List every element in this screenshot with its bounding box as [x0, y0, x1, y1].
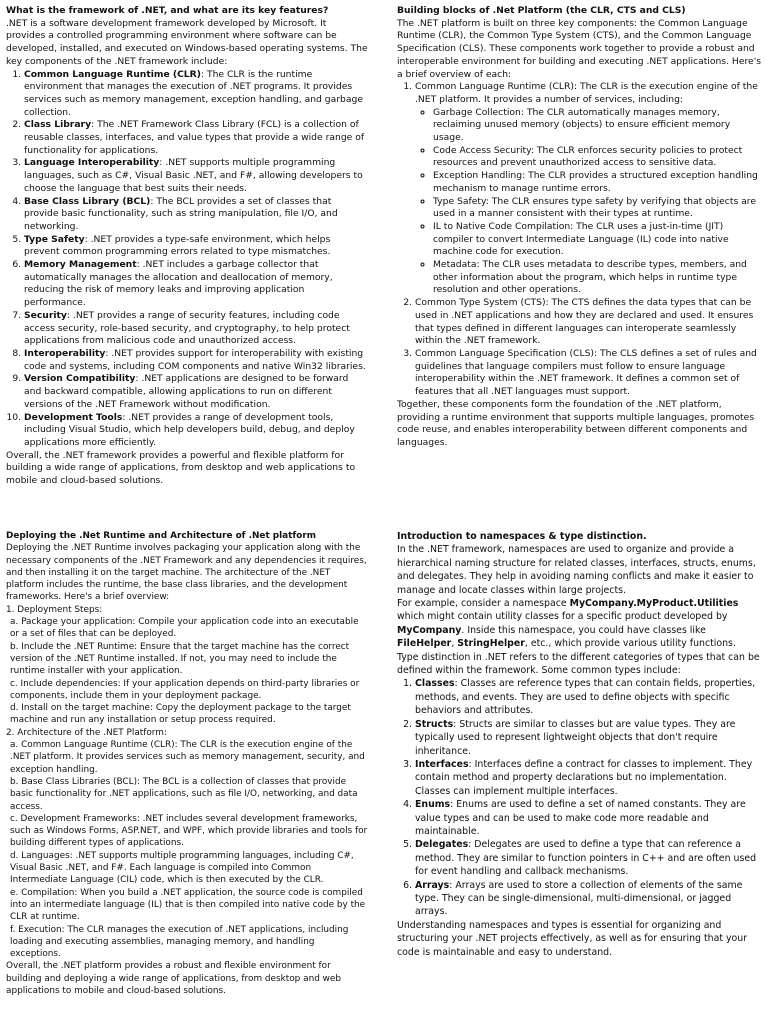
section-net-framework	[6, 5, 368, 488]
item-term: Type Safety	[24, 233, 85, 245]
list-item	[415, 879, 763, 919]
item-text: : Enums are used to define a set of named constants. They are value types and can be used to make code more readable and maintainable.	[415, 799, 746, 837]
item-text: Common Language Runtime (CLR): The CLR is the execution engine of the .NET platform. It provides a number of services, including:	[415, 81, 758, 105]
list-item: 2. Common Type System (CTS): The CTS defines the data types that can be used in .NET applications and how they are declared and used. It ensures that types defined in different languages can interoperate seamlessly within the .NET framework.	[415, 297, 763, 348]
example-text: . Inside this namespace, you could have classes like	[461, 624, 706, 636]
list-item	[24, 157, 368, 195]
company-name: MyCompany	[397, 624, 462, 636]
item-term: Class Library	[24, 119, 92, 131]
list-item: ◦ Exception Handling: The CLR provides a structured exception handling mechanism to manage runtime errors.	[433, 170, 763, 195]
subsection-title: 1. Deployment Steps:	[6, 604, 103, 615]
list-item	[415, 81, 763, 297]
arch-item: b. Base Class Libraries (BCL): The BCL is a collection of classes that provide basic functionality for .NET applications, such as file I/O, networking, and data access.	[10, 776, 358, 812]
item-text: : .NET supports multiple programming languages, such as C#, Visual Basic .NET, and F#, allowing developers to choose the language that best suits their needs.	[24, 157, 363, 194]
section-heading: Building blocks of .Net Platform (the CLR, CTS and CLS)	[397, 5, 686, 16]
component-list	[397, 81, 763, 399]
step-item: d. Install on the target machine: Copy the deployment package to the target machine and run any installation or setup process required.	[10, 703, 351, 726]
list-item: ◦ Metadata: The CLR uses metadata to describe types, members, and other information about the program, which helps in runtime type resolution and other operations.	[433, 259, 763, 297]
item-text: : .NET includes a garbage collector that automatically manages the allocation and deallocation of memory, reducing the risk of memory leaks and improving application performance.	[24, 259, 333, 309]
list-item	[24, 310, 368, 348]
item-term: Classes	[415, 678, 455, 690]
item-term: Interfaces	[415, 758, 469, 770]
item-term: Memory Management	[24, 259, 137, 271]
item-text: : .NET provides support for interoperability with existing code and systems, including COM components and native Win32 libraries.	[24, 347, 366, 372]
list-item: ◦ Garbage Collection: The CLR automatically manages memory, reclaiming unused memory (objects) to ensure efficient memory usage.	[433, 107, 763, 145]
namespace-name: MyCompany.MyProduct.Utilities	[569, 598, 739, 610]
section-intro: In the .NET framework, namespaces are used to organize and provide a hierarchical naming structure for related classes, interfaces, structs, enums, and delegates. They help in avoiding naming conflicts and make it easier to manage and locate classes within large projects.	[397, 544, 756, 596]
list-item	[24, 259, 368, 310]
item-term: Delegates	[415, 839, 469, 851]
list-item	[24, 348, 368, 373]
step-item: b. Include the .NET Runtime: Ensure that the target machine has the correct version of the .NET Runtime installed. If not, you may need to include the runtime installer with your application.	[10, 641, 350, 677]
item-text: : Structs are similar to classes but are value types. They are typically used to represent lightweight objects that don't require inheritance.	[415, 718, 736, 757]
item-text: : Arrays are used to store a collection of elements of the same type. They can be single-dimensional, multi-dimensional, or jagged arrays.	[415, 879, 743, 918]
arch-item: c. Development Frameworks: .NET includes several development frameworks, such as Windows Forms, ASP.NET, and WPF, which provide libraries and tools for building different types of applications.	[10, 813, 368, 849]
list-item	[415, 677, 763, 717]
list-item	[24, 196, 368, 234]
section-outro: Overall, the .NET platform provides a robust and flexible environment for building and deploying a wide range of applications, from desktop and web applications to mobile and cloud-based solutions.	[6, 961, 341, 996]
item-term: Enums	[415, 799, 451, 811]
section-intro: The .NET platform is built on three key components: the Common Language Runtime (CLR), the Common Type System (CTS), and the Common Language Specification (CLS). These components work together to provide a robust and interoperable environment for building and executing .NET applications. Here's a brief overview of each:	[397, 17, 762, 80]
list-item	[24, 373, 368, 411]
item-term: Base Class Library (BCL)	[24, 195, 151, 207]
list-item	[415, 758, 763, 798]
section-intro: .NET is a software development framework developed by Microsoft. It provides a controlled programming environment where software can be developed, installed, and executed on Windows-based operating systems. The key components of the .NET framework include:	[6, 17, 368, 67]
item-text: : The .NET Framework Class Library (FCL) is a collection of reusable classes, interfaces, and value types that provide a wide range of functionality for applications.	[24, 119, 365, 156]
list-item: ◦ IL to Native Code Compilation: The CLR uses a just-in-time (JIT) compiler to convert Intermediate Language (IL) code into native machine code for execution.	[433, 221, 763, 259]
section-namespaces	[397, 530, 763, 959]
item-text: : .NET provides a range of development tools, including Visual Studio, which help developers build, debug, and deploy applications more efficiently.	[24, 411, 355, 448]
item-term: Development Tools	[24, 411, 123, 423]
item-text: : .NET applications are designed to be forward and backward compatible, allowing applications to run on different versions of the .NET Framework without modification.	[24, 373, 349, 410]
feature-list	[6, 69, 368, 450]
types-intro: Type distinction in .NET refers to the different categories of types that can be defined within the framework. Some common types include:	[397, 651, 760, 677]
item-text: : Interfaces define a contract for classes to implement. They contain method and property declarations but no implementation. Classes can implement multiple interfaces.	[415, 758, 753, 797]
section-outro: Understanding namespaces and types is essential for organizing and structuring your .NET projects effectively, as well as for ensuring that your code is maintainable and easy to understand.	[397, 919, 748, 958]
list-item: 3. Common Language Specification (CLS): The CLS defines a set of rules and guidelines that language compilers must follow to ensure language interoperability within the .NET framework. It defines a common set of features that all .NET languages must support.	[415, 348, 763, 399]
item-term: Structs	[415, 718, 454, 730]
type-list	[397, 677, 763, 918]
example-text: ,	[451, 638, 458, 650]
section-intro: Deploying the .NET Runtime involves packaging your application along with the necessary components of the .NET Framework and any dependencies it requires, and then installing it on the target machine. The architecture of the .NET platform includes the runtime, the base class libraries, and the development frameworks. Here's a brief overview:	[6, 543, 367, 603]
list-item	[24, 234, 368, 259]
section-deploying-runtime	[6, 530, 368, 997]
list-item	[24, 119, 368, 157]
item-term: Version Compatibility	[24, 373, 136, 385]
class-name: StringHelper	[457, 638, 525, 650]
item-term: Arrays	[415, 879, 450, 891]
item-text: : The BCL provides a set of classes that provide basic functionality, such as string manipulation, file I/O, and networking.	[24, 195, 338, 232]
example-text: which might contain utility classes for a specific product developed by	[397, 611, 728, 623]
list-item	[415, 798, 763, 838]
arch-item: d. Languages: .NET supports multiple programming languages, including C#, Visual Basic .NET, and F#. Each language is compiled into Common Intermediate Language (CIL) code, which is then executed by the CLR.	[10, 850, 354, 886]
item-text: : .NET provides a type-safe environment, which helps prevent common programming errors related to type mismatches.	[24, 233, 331, 258]
service-list	[415, 107, 763, 298]
item-term: Language Interoperability	[24, 157, 160, 169]
item-text: : The CLR is the runtime environment that manages the execution of .NET programs. It provides services such as memory management, exception handling, and garbage collection.	[24, 68, 363, 118]
section-outro: Overall, the .NET framework provides a powerful and flexible platform for building a wide range of applications, from desktop and web applications to mobile and cloud-based solutions.	[6, 449, 356, 487]
item-term: Security	[24, 309, 67, 321]
section-building-blocks	[397, 5, 763, 450]
list-item: ◦ Code Access Security: The CLR enforces security policies to protect resources and prevent unauthorized access to sensitive data.	[433, 145, 763, 170]
section-heading: Deploying the .Net Runtime and Architecture of .Net platform	[6, 531, 316, 541]
arch-item: a. Common Language Runtime (CLR): The CLR is the execution engine of the .NET platform. It provides services such as memory management, security, and exception handling.	[10, 740, 365, 775]
item-term: Interoperability	[24, 347, 106, 359]
section-outro: Together, these components form the foundation of the .NET platform, providing a runtime environment that supports multiple languages, promotes code reuse, and enables interoperability between different components and languages.	[397, 398, 755, 448]
item-term: Common Language Runtime (CLR)	[24, 68, 201, 80]
section-heading: What is the framework of .NET, and what are its key features?	[6, 5, 329, 16]
arch-item: f. Execution: The CLR manages the execution of .NET applications, including loading and executing assemblies, managing memory, and handling exceptions.	[10, 924, 349, 960]
item-text: : .NET provides a range of security features, including code access security, role-based security, and cryptography, to help protect applications from malicious code and unauthorized access.	[24, 309, 350, 347]
class-name: FileHelper	[397, 638, 452, 650]
list-item	[415, 718, 763, 758]
item-text: : Delegates are used to define a type that can reference a method. They are similar to function pointers in C++ and are often used for event handling and callback mechanisms.	[415, 839, 757, 878]
example-paragraph	[397, 597, 763, 651]
list-item	[24, 412, 368, 450]
example-text: For example, consider a namespace	[397, 598, 570, 610]
item-text: : Classes are reference types that can contain fields, properties, methods, and events. They are used to define objects with specific behaviors and attributes.	[415, 678, 756, 717]
list-item: ◦ Type Safety: The CLR ensures type safety by verifying that objects are used in a manner consistent with their types at runtime.	[433, 196, 763, 221]
list-item	[24, 69, 368, 120]
step-item: a. Package your application: Compile your application code into an executable or a set of files that can be deployed.	[10, 617, 359, 640]
subsection-title: 2. Architecture of the .NET Platform:	[6, 727, 167, 738]
arch-item: e. Compilation: When you build a .NET application, the source code is compiled into an intermediate language (IL) that is then compiled into native code by the CLR at runtime.	[10, 887, 366, 923]
section-heading: Introduction to namespaces & type distinction.	[397, 531, 647, 542]
example-text: , etc., which provide various utility functions.	[524, 638, 736, 650]
step-item: c. Include dependencies: If your application depends on third-party libraries or components, include them in your deployment package.	[10, 678, 360, 701]
list-item	[415, 838, 763, 878]
